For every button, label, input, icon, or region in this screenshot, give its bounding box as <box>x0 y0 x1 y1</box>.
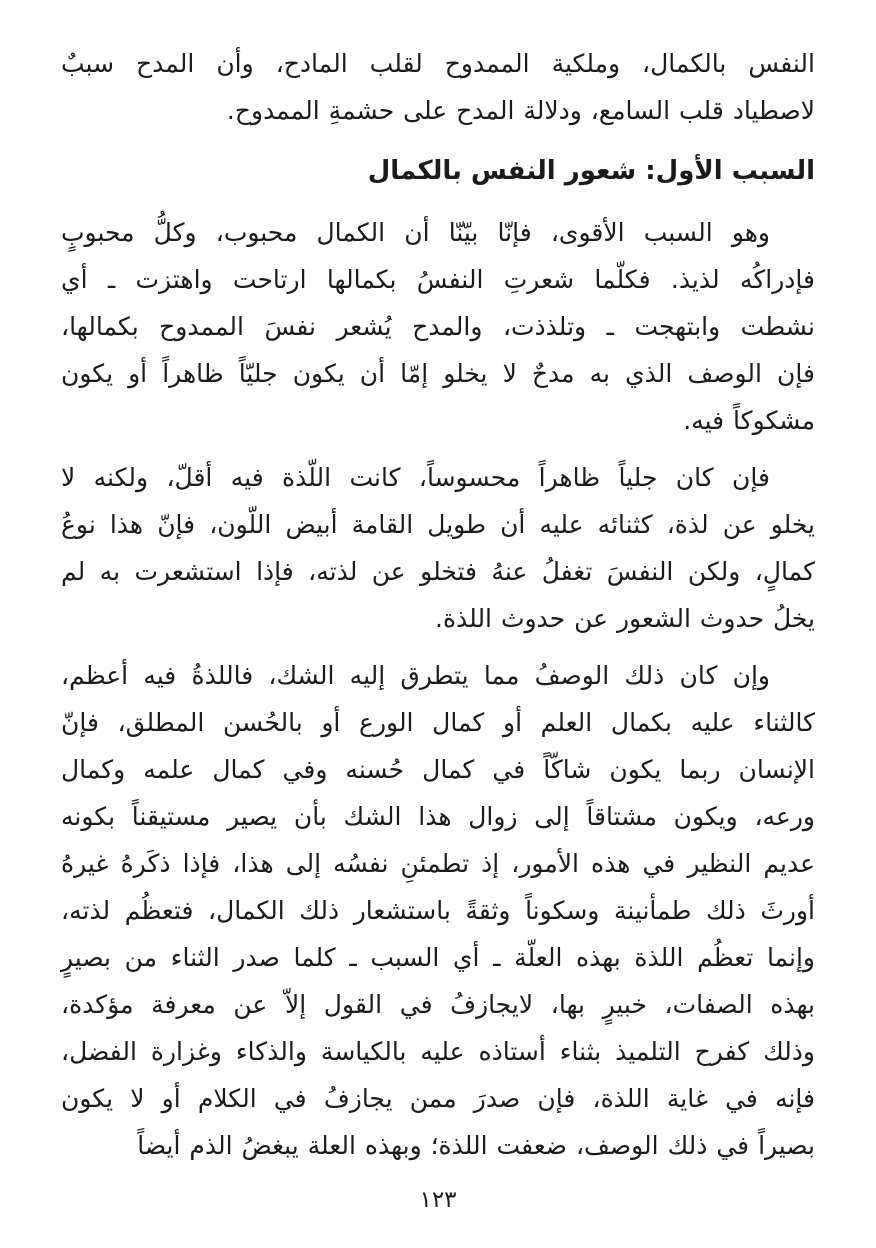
text-line: فإدراكُه لذيذ. فكلّما شعرتِ النفسُ بكمالها ارتاحت واهتزت ـ أي <box>61 265 815 294</box>
text-line: وذلك كفرح التلميذ بثناء أستاذه عليه بالكياسة والذكاء وغزارة الفضل، <box>61 1037 815 1066</box>
text-line: مشكوكاً فيه. <box>683 406 815 435</box>
page-number: ١٢٣ <box>419 1187 457 1213</box>
text-line: بهذه الصفات، خبيرٍ بها، لايجازفُ في القول إلاّ عن معرفة مؤكدة، <box>61 990 815 1019</box>
text-line: أورثَ ذلك طمأنينة وسكوناً وثقةً باستشعار ذلك الكمال، فتعظُم لذته، <box>61 896 815 925</box>
text-line: ورعه، ويكون مشتاقاً إلى زوال هذا الشك بأن يصير مستيقناً بكونه <box>61 802 815 831</box>
text-line: وإن كان ذلك الوصفُ مما يتطرق إليه الشك، فاللذةُ فيه أعظم، <box>61 661 770 690</box>
intro-paragraph <box>61 40 815 134</box>
text-line: بصيراً في ذلك الوصف، ضعفت اللذة؛ وبهذه العلة يبغضُ الذم أيضاً <box>137 1131 815 1160</box>
paragraph-doubtful-praise <box>61 652 815 1169</box>
text-line: نشطت وابتهجت ـ وتلذذت، والمدح يُشعر نفسَ الممدوح بكمالها، <box>61 312 815 341</box>
text-column <box>61 40 815 1179</box>
text-line: الإنسان ربما يكون شاكّاً في كمال حُسنه وفي كمال علمه وكمال <box>61 755 815 784</box>
text-line: فإنه في غاية اللذة، فإن صدرَ ممن يجازفُ في الكلام أو لا يكون <box>61 1084 815 1113</box>
text-line: فإن كان جلياً ظاهراً محسوساً، كانت اللّذة فيه أقلّ، ولكنه لا <box>61 463 770 492</box>
text-line: كمالٍ، ولكن النفسَ تغفلُ عنهُ فتخلو عن لذته، فإذا استشعرت به لم <box>61 557 815 586</box>
text-line: لاصطياد قلب السامع، ودلالة المدح على حشمةِ الممدوح. <box>226 96 815 125</box>
text-line: يخلو عن لذة، كثنائه عليه أن طويل القامة أبيض اللّون، فإنّ هذا نوعُ <box>61 510 815 539</box>
text-line: النفس بالكمال، وملكية الممدوح لقلب المادح، وأن المدح سببٌ <box>61 49 815 78</box>
paragraph-evident-praise <box>61 454 815 642</box>
text-line: وهو السبب الأقوى، فإنّا بيّنّا أن الكمال محبوب، وكلُّ محبوبٍ <box>61 218 770 247</box>
text-line: يخلُ حدوث الشعور عن حدوث اللذة. <box>435 604 815 633</box>
paragraph-strongest-reason <box>61 209 815 444</box>
text-line: فإن الوصف الذي به مدحٌ لا يخلو إمّا أن يكون جليّاً ظاهراً أو يكون <box>61 359 815 388</box>
text-line: كالثناء عليه بكمال العلم أو كمال الورع أو بالحُسن المطلق، فإنّ <box>61 708 815 737</box>
text-line: عديم النظير في هذه الأمور، إذ تطمئنِ نفسُه إلى هذا، فإذا ذكَرهُ غيرهُ <box>61 849 815 878</box>
section-heading: السبب الأول: شعور النفس بالكمال <box>367 156 815 186</box>
text-line: وإنما تعظُم اللذة بهذه العلّة ـ أي السبب ـ كلما صدر الثناء من بصيرٍ <box>61 943 815 972</box>
